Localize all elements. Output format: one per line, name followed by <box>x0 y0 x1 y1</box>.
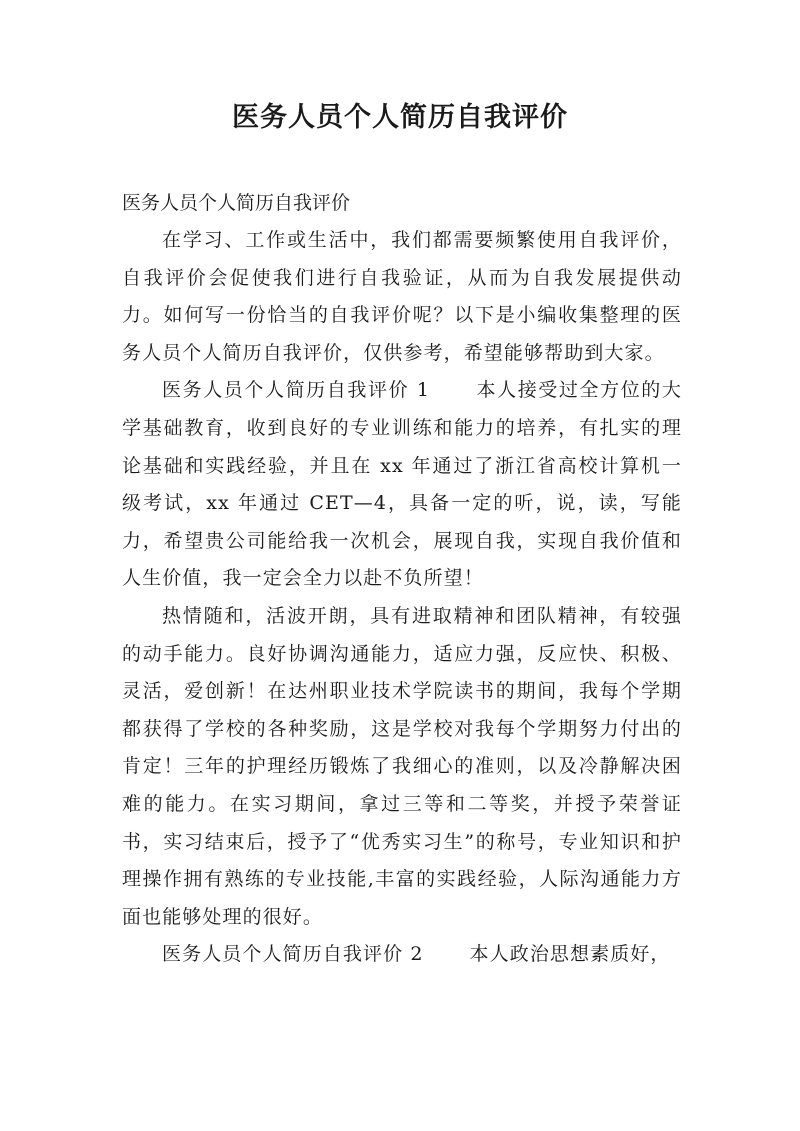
paragraph-traits <box>122 598 682 936</box>
paragraph-evaluation-1 <box>122 372 682 598</box>
paragraph-heading: 医务人员个人简历自我评价 1 <box>162 379 431 402</box>
document-body <box>122 185 682 974</box>
paragraph-intro <box>122 222 682 372</box>
paragraph-text: 本人接受过全方位的大学基础教育，收到良好的专业训练和能力的培养，有扎实的理论基础和实践经验，并且在 xx 年通过了浙江省高校计算机一级考试，xx 年通过 CET—4，具备一定的听，说，读，写能力，希望贵公司能给我一次机会，展现自我，实现自我价值和人生价值，我一定会全力以赴不负所望！ <box>122 379 682 590</box>
paragraph-heading: 医务人员个人简历自我评价 2 <box>162 943 424 966</box>
paragraph-text: 热情随和，活波开朗，具有进取精神和团队精神，有较强的动手能力。良好协调沟通能力，适应力强，反应快、积极、灵活，爱创新！在达州职业技术学院读书的期间，我每个学期都获得了学校的各种奖励，这是学校对我每个学期努力付出的肯定！三年的护理经历锻炼了我细心的准则，以及冷静解决困难的能力。在实习期间，拿过三等和二等奖，并授予荣誉证书，实习结束后，授予了“优秀实习生”的称号，专业知识和护理操作拥有熟练的专业技能,丰富的实践经验，人际沟通能力方面也能够处理的很好。 <box>122 604 682 928</box>
paragraph-text: 在学习、工作或生活中，我们都需要频繁使用自我评价，自我评价会促使我们进行自我验证，从而为自我发展提供动力。如何写一份恰当的自我评价呢？以下是小编收集整理的医务人员个人简历自我评价，仅供参考，希望能够帮助到大家。 <box>122 229 682 364</box>
paragraph-evaluation-2 <box>122 936 682 974</box>
document-title: 医务人员个人简历自我评价 <box>232 102 568 133</box>
paragraph-text: 本人政治思想素质好， <box>469 943 671 966</box>
document-subtitle: 医务人员个人简历自我评价 <box>122 192 351 214</box>
